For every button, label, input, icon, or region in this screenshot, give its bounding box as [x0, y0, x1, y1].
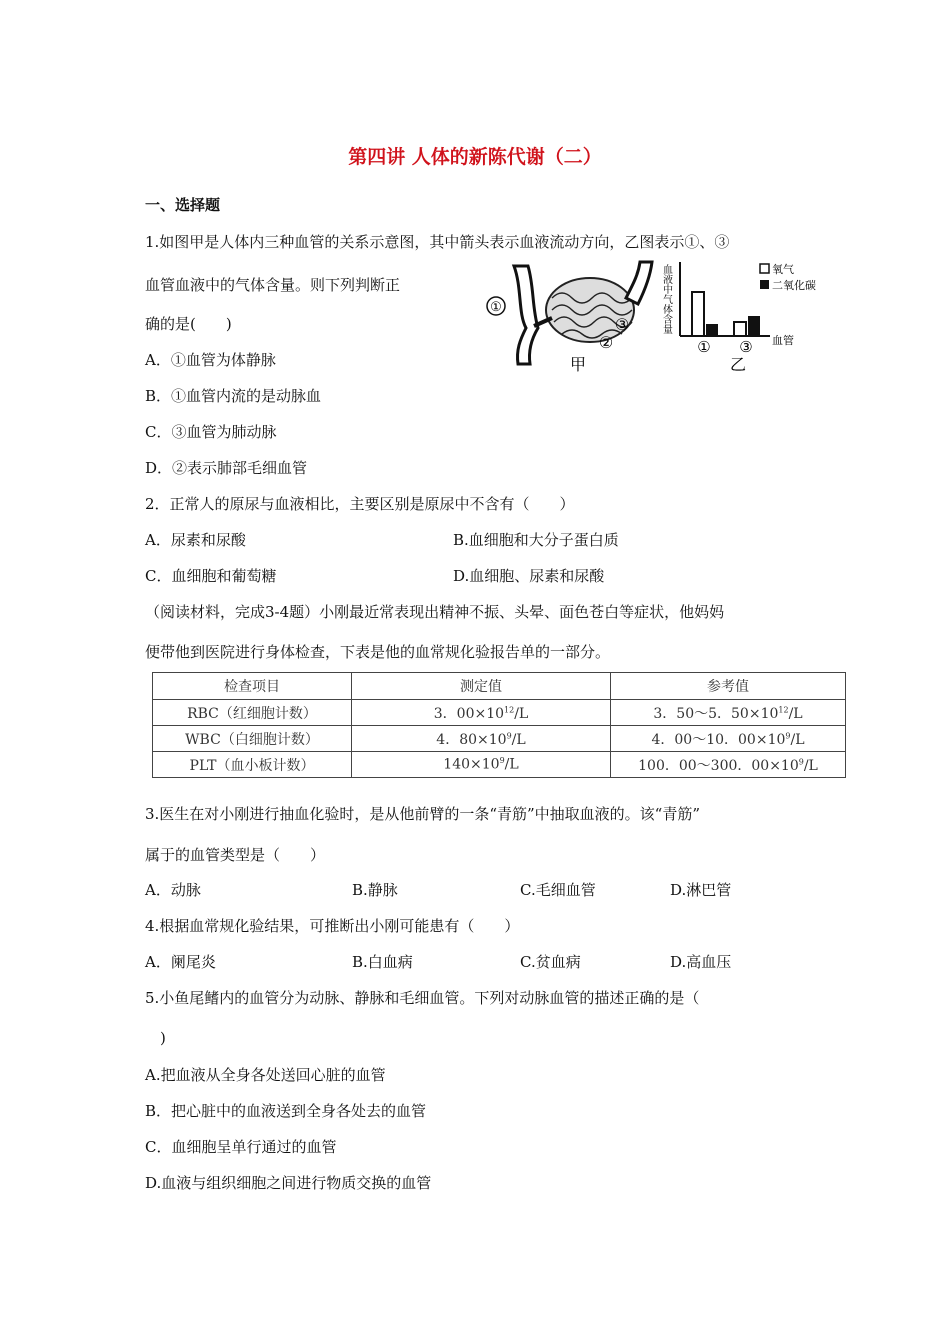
- jia-label: 甲: [569, 355, 587, 374]
- q2-option-b: B.血细胞和大分子蛋白质: [453, 531, 619, 549]
- table-header-row: [153, 673, 846, 700]
- q3-option-d: D.淋巴管: [670, 881, 732, 899]
- page-title: 第四讲 人体的新陈代谢（二）: [348, 146, 602, 168]
- label-2: ②: [598, 333, 614, 352]
- table-cell-item: WBC（白细胞计数）: [153, 726, 352, 752]
- bar-3-co2: [748, 316, 760, 336]
- table-cell-value: 3．$00\times 10^{12}/L$: [352, 700, 611, 726]
- table-row: [153, 726, 846, 752]
- vessel-3: [626, 262, 652, 304]
- table-header: 测定值: [352, 673, 611, 700]
- y-axis-label: 血液中气体含量: [660, 264, 672, 334]
- q4-option-a: A．阑尾炎: [145, 953, 216, 971]
- reading-line2: 便带他到医院进行身体检查，下表是他的血常规化验报告单的一部分。: [145, 643, 611, 661]
- blood-report-table: [152, 672, 846, 778]
- x-axis-label: 血管: [772, 334, 794, 347]
- q3-option-b: B.静脉: [352, 881, 398, 899]
- q2-option-c: C．血细胞和葡萄糖: [145, 567, 277, 585]
- q4-stem: 4.根据血常规化验结果，可推断出小刚可能患有（ ）: [145, 917, 520, 935]
- q3-option-a: A．动脉: [145, 881, 201, 899]
- table-cell-item: PLT（血小板计数）: [153, 752, 352, 778]
- q5-option-d: D.血液与组织细胞之间进行物质交换的血管: [145, 1174, 432, 1192]
- yi-label: 乙: [729, 355, 747, 374]
- q1-stem-line3: 确的是( ): [145, 315, 232, 333]
- q1-option-a: A．①血管为体静脉: [145, 351, 276, 369]
- table-header: 检查项目: [153, 673, 352, 700]
- label-1: ①: [490, 300, 502, 315]
- q1-option-d: D．②表示肺部毛细血管: [145, 459, 308, 477]
- table-cell-value: $140\times 10^9/L$: [352, 752, 611, 778]
- blood-vessel-figure: [482, 258, 842, 376]
- q1-stem-line2: 血管血液中的气体含量。则下列判断正: [145, 276, 401, 294]
- q2-stem: 2．正常人的原尿与血液相比，主要区别是原尿中不含有（ ）: [145, 495, 575, 513]
- q4-option-d: D.高血压: [670, 953, 732, 971]
- x-tick-3: ③: [739, 338, 753, 356]
- bar-1-oxygen: [692, 292, 704, 336]
- q5-option-c: C．血细胞呈单行通过的血管: [145, 1138, 337, 1156]
- q1-option-b: B．①血管内流的是动脉血: [145, 387, 322, 405]
- bar-3-oxygen: [734, 322, 746, 336]
- legend-co2: 二氧化碳: [772, 279, 816, 292]
- q4-option-b: B.白血病: [352, 953, 413, 971]
- table-header: 参考值: [611, 673, 846, 700]
- q3-stem-line2: 属于的血管类型是（ ）: [145, 846, 326, 864]
- q5-stem-line2: ): [145, 1029, 166, 1047]
- table-cell-value: 4．$80\times 10^9/L$: [352, 726, 611, 752]
- q4-option-c: C.贫血病: [520, 953, 581, 971]
- vessel-1: [514, 266, 538, 364]
- table-row: [153, 700, 846, 726]
- q5-option-a: A.把血液从全身各处送回心脏的血管: [145, 1066, 386, 1084]
- q1-option-c: C．③血管为肺动脉: [145, 423, 277, 441]
- q3-stem-line1: 3.医生在对小刚进行抽血化验时，是从他前臂的一条“青筋”中抽取血液的。该“青筋”: [145, 805, 700, 823]
- label-3: ③: [614, 315, 630, 334]
- table-row: [153, 752, 846, 778]
- q5-stem-line1: 5.小鱼尾鳍内的血管分为动脉、静脉和毛细血管。下列对动脉血管的描述正确的是（: [145, 989, 700, 1007]
- q2-option-d: D.血细胞、尿素和尿酸: [453, 567, 605, 585]
- table-cell-item: RBC（红细胞计数）: [153, 700, 352, 726]
- bar-1-co2: [706, 324, 718, 336]
- table-cell-ref: 100．00～300．$00\times 10^9/L$: [611, 752, 846, 778]
- legend-oxygen: 氧气: [772, 263, 794, 276]
- q3-option-c: C.毛细血管: [520, 881, 596, 899]
- table-cell-ref: 4．00～10．$00\times 10^9/L$: [611, 726, 846, 752]
- section-heading: 一、选择题: [145, 196, 221, 214]
- table-cell-ref: 3．50～5．$50\times 10^{12}/L$: [611, 700, 846, 726]
- x-tick-1: ①: [697, 338, 711, 356]
- q1-stem-line1: 1.如图甲是人体内三种血管的关系示意图，其中箭头表示血液流动方向，乙图表示①、③: [145, 233, 730, 251]
- reading-line1: （阅读材料，完成3-4题）小刚最近常表现出精神不振、头晕、面色苍白等症状，他妈妈: [145, 603, 725, 621]
- q2-option-a: A．尿素和尿酸: [145, 531, 246, 549]
- q5-option-b: B．把心脏中的血液送到全身各处去的血管: [145, 1102, 427, 1120]
